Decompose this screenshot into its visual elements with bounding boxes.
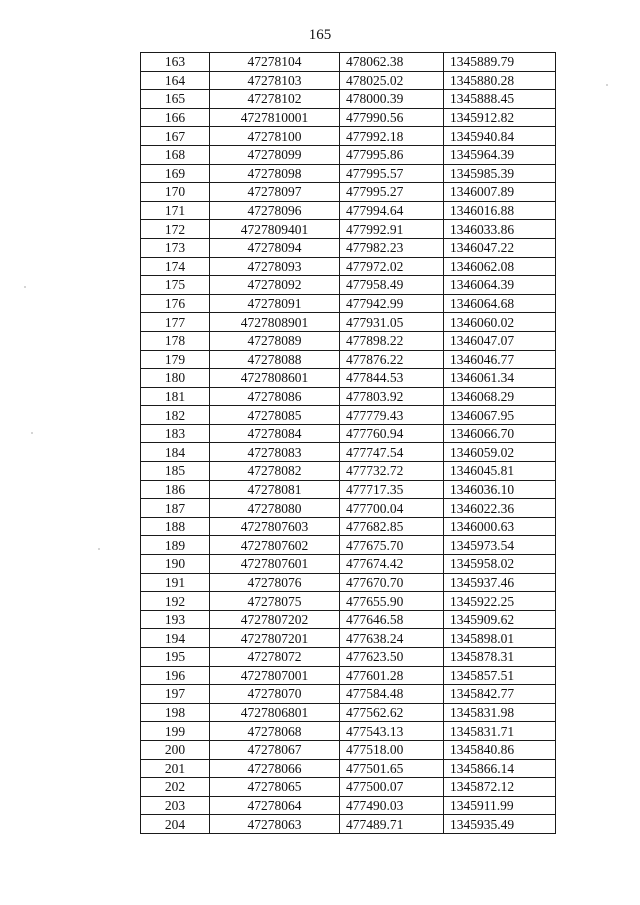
table-row xyxy=(141,424,556,443)
y-coordinate-cell: 1345958.02 xyxy=(444,555,556,574)
table-row xyxy=(141,685,556,704)
point-id-cell: 47278064 xyxy=(210,796,340,815)
table-row xyxy=(141,480,556,499)
y-coordinate-cell: 1345878.31 xyxy=(444,648,556,667)
point-number-cell: 173 xyxy=(141,238,210,257)
y-coordinate-cell: 1345935.49 xyxy=(444,815,556,834)
point-number-cell: 172 xyxy=(141,220,210,239)
x-coordinate-cell: 477601.28 xyxy=(340,666,444,685)
y-coordinate-cell: 1345964.39 xyxy=(444,145,556,164)
table-row xyxy=(141,145,556,164)
point-number-cell: 175 xyxy=(141,276,210,295)
table-row xyxy=(141,387,556,406)
point-id-cell: 47278066 xyxy=(210,759,340,778)
point-id-cell: 4727810001 xyxy=(210,108,340,127)
x-coordinate-cell: 477732.72 xyxy=(340,462,444,481)
point-id-cell: 47278093 xyxy=(210,257,340,276)
y-coordinate-cell: 1346068.29 xyxy=(444,387,556,406)
y-coordinate-cell: 1346062.08 xyxy=(444,257,556,276)
table-row xyxy=(141,778,556,797)
point-number-cell: 204 xyxy=(141,815,210,834)
x-coordinate-cell: 477992.18 xyxy=(340,127,444,146)
point-number-cell: 167 xyxy=(141,127,210,146)
x-coordinate-cell: 477994.64 xyxy=(340,201,444,220)
table-row xyxy=(141,555,556,574)
x-coordinate-cell: 477489.71 xyxy=(340,815,444,834)
point-number-cell: 178 xyxy=(141,331,210,350)
y-coordinate-cell: 1346022.36 xyxy=(444,499,556,518)
x-coordinate-cell: 477584.48 xyxy=(340,685,444,704)
x-coordinate-cell: 477995.27 xyxy=(340,183,444,202)
point-id-cell: 47278103 xyxy=(210,71,340,90)
table-row xyxy=(141,517,556,536)
y-coordinate-cell: 1345922.25 xyxy=(444,592,556,611)
y-coordinate-cell: 1346045.81 xyxy=(444,462,556,481)
point-number-cell: 185 xyxy=(141,462,210,481)
point-number-cell: 177 xyxy=(141,313,210,332)
y-coordinate-cell: 1346046.77 xyxy=(444,350,556,369)
y-coordinate-cell: 1346016.88 xyxy=(444,201,556,220)
point-id-cell: 47278084 xyxy=(210,424,340,443)
point-number-cell: 166 xyxy=(141,108,210,127)
y-coordinate-cell: 1346000.63 xyxy=(444,517,556,536)
y-coordinate-cell: 1345889.79 xyxy=(444,53,556,72)
x-coordinate-cell: 477931.05 xyxy=(340,313,444,332)
point-number-cell: 170 xyxy=(141,183,210,202)
point-id-cell: 47278065 xyxy=(210,778,340,797)
x-coordinate-cell: 477646.58 xyxy=(340,610,444,629)
y-coordinate-cell: 1346064.68 xyxy=(444,294,556,313)
table-row xyxy=(141,740,556,759)
point-id-cell: 4727807201 xyxy=(210,629,340,648)
y-coordinate-cell: 1345985.39 xyxy=(444,164,556,183)
table-row xyxy=(141,759,556,778)
point-number-cell: 186 xyxy=(141,480,210,499)
y-coordinate-cell: 1346064.39 xyxy=(444,276,556,295)
table-row xyxy=(141,238,556,257)
x-coordinate-cell: 477760.94 xyxy=(340,424,444,443)
point-id-cell: 47278070 xyxy=(210,685,340,704)
table-row xyxy=(141,313,556,332)
table-row xyxy=(141,406,556,425)
y-coordinate-cell: 1346061.34 xyxy=(444,369,556,388)
x-coordinate-cell: 477995.86 xyxy=(340,145,444,164)
x-coordinate-cell: 477972.02 xyxy=(340,257,444,276)
y-coordinate-cell: 1346047.07 xyxy=(444,331,556,350)
point-id-cell: 47278081 xyxy=(210,480,340,499)
table-row xyxy=(141,499,556,518)
point-number-cell: 196 xyxy=(141,666,210,685)
table-row xyxy=(141,443,556,462)
y-coordinate-cell: 1346033.86 xyxy=(444,220,556,239)
point-id-cell: 47278097 xyxy=(210,183,340,202)
y-coordinate-cell: 1345880.28 xyxy=(444,71,556,90)
point-number-cell: 200 xyxy=(141,740,210,759)
x-coordinate-cell: 477638.24 xyxy=(340,629,444,648)
y-coordinate-cell: 1345872.12 xyxy=(444,778,556,797)
table-row xyxy=(141,666,556,685)
x-coordinate-cell: 477803.92 xyxy=(340,387,444,406)
x-coordinate-cell: 477876.22 xyxy=(340,350,444,369)
x-coordinate-cell: 477501.65 xyxy=(340,759,444,778)
y-coordinate-cell: 1346067.95 xyxy=(444,406,556,425)
point-number-cell: 169 xyxy=(141,164,210,183)
coordinates-table xyxy=(140,52,556,834)
table-row xyxy=(141,276,556,295)
point-number-cell: 197 xyxy=(141,685,210,704)
y-coordinate-cell: 1345973.54 xyxy=(444,536,556,555)
point-number-cell: 188 xyxy=(141,517,210,536)
point-id-cell: 47278083 xyxy=(210,443,340,462)
x-coordinate-cell: 477990.56 xyxy=(340,108,444,127)
x-coordinate-cell: 477675.70 xyxy=(340,536,444,555)
point-id-cell: 4727808901 xyxy=(210,313,340,332)
table-row xyxy=(141,722,556,741)
x-coordinate-cell: 477747.54 xyxy=(340,443,444,462)
point-number-cell: 201 xyxy=(141,759,210,778)
y-coordinate-cell: 1346066.70 xyxy=(444,424,556,443)
y-coordinate-cell: 1346007.89 xyxy=(444,183,556,202)
x-coordinate-cell: 477623.50 xyxy=(340,648,444,667)
point-id-cell: 4727807601 xyxy=(210,555,340,574)
table-row xyxy=(141,462,556,481)
table-row xyxy=(141,536,556,555)
table-row xyxy=(141,201,556,220)
x-coordinate-cell: 477942.99 xyxy=(340,294,444,313)
point-number-cell: 192 xyxy=(141,592,210,611)
y-coordinate-cell: 1346060.02 xyxy=(444,313,556,332)
table-row xyxy=(141,573,556,592)
table-row xyxy=(141,183,556,202)
point-number-cell: 168 xyxy=(141,145,210,164)
point-id-cell: 4727808601 xyxy=(210,369,340,388)
point-id-cell: 47278075 xyxy=(210,592,340,611)
table-row xyxy=(141,71,556,90)
y-coordinate-cell: 1345909.62 xyxy=(444,610,556,629)
x-coordinate-cell: 477717.35 xyxy=(340,480,444,499)
scan-speck xyxy=(31,432,33,434)
point-number-cell: 165 xyxy=(141,90,210,109)
point-id-cell: 47278104 xyxy=(210,53,340,72)
coordinates-table-body xyxy=(141,53,556,834)
point-id-cell: 47278091 xyxy=(210,294,340,313)
table-row xyxy=(141,796,556,815)
table-row xyxy=(141,90,556,109)
point-id-cell: 47278085 xyxy=(210,406,340,425)
x-coordinate-cell: 477543.13 xyxy=(340,722,444,741)
point-number-cell: 191 xyxy=(141,573,210,592)
point-number-cell: 187 xyxy=(141,499,210,518)
x-coordinate-cell: 478000.39 xyxy=(340,90,444,109)
table-row xyxy=(141,294,556,313)
point-id-cell: 4727807202 xyxy=(210,610,340,629)
x-coordinate-cell: 477500.07 xyxy=(340,778,444,797)
point-id-cell: 47278089 xyxy=(210,331,340,350)
point-number-cell: 203 xyxy=(141,796,210,815)
table-row xyxy=(141,257,556,276)
point-id-cell: 47278098 xyxy=(210,164,340,183)
point-id-cell: 47278067 xyxy=(210,740,340,759)
y-coordinate-cell: 1345866.14 xyxy=(444,759,556,778)
x-coordinate-cell: 477655.90 xyxy=(340,592,444,611)
point-number-cell: 194 xyxy=(141,629,210,648)
scan-speck xyxy=(24,286,26,288)
x-coordinate-cell: 477682.85 xyxy=(340,517,444,536)
table-row xyxy=(141,369,556,388)
point-number-cell: 189 xyxy=(141,536,210,555)
x-coordinate-cell: 477958.49 xyxy=(340,276,444,295)
x-coordinate-cell: 477898.22 xyxy=(340,331,444,350)
point-id-cell: 47278102 xyxy=(210,90,340,109)
x-coordinate-cell: 477844.53 xyxy=(340,369,444,388)
point-number-cell: 184 xyxy=(141,443,210,462)
x-coordinate-cell: 477562.62 xyxy=(340,703,444,722)
table-row xyxy=(141,610,556,629)
y-coordinate-cell: 1346059.02 xyxy=(444,443,556,462)
y-coordinate-cell: 1345912.82 xyxy=(444,108,556,127)
point-id-cell: 47278096 xyxy=(210,201,340,220)
table-row xyxy=(141,53,556,72)
point-number-cell: 195 xyxy=(141,648,210,667)
scan-speck xyxy=(606,84,608,86)
table-row xyxy=(141,350,556,369)
point-number-cell: 198 xyxy=(141,703,210,722)
point-number-cell: 180 xyxy=(141,369,210,388)
table-row xyxy=(141,127,556,146)
y-coordinate-cell: 1345840.86 xyxy=(444,740,556,759)
y-coordinate-cell: 1345937.46 xyxy=(444,573,556,592)
x-coordinate-cell: 477490.03 xyxy=(340,796,444,815)
x-coordinate-cell: 477982.23 xyxy=(340,238,444,257)
y-coordinate-cell: 1345842.77 xyxy=(444,685,556,704)
x-coordinate-cell: 477700.04 xyxy=(340,499,444,518)
point-id-cell: 47278092 xyxy=(210,276,340,295)
point-number-cell: 174 xyxy=(141,257,210,276)
table-row xyxy=(141,815,556,834)
point-id-cell: 47278086 xyxy=(210,387,340,406)
y-coordinate-cell: 1345831.98 xyxy=(444,703,556,722)
point-number-cell: 190 xyxy=(141,555,210,574)
point-number-cell: 183 xyxy=(141,424,210,443)
point-id-cell: 47278099 xyxy=(210,145,340,164)
y-coordinate-cell: 1345857.51 xyxy=(444,666,556,685)
y-coordinate-cell: 1345888.45 xyxy=(444,90,556,109)
point-id-cell: 4727807001 xyxy=(210,666,340,685)
y-coordinate-cell: 1345940.84 xyxy=(444,127,556,146)
table-row xyxy=(141,331,556,350)
y-coordinate-cell: 1345898.01 xyxy=(444,629,556,648)
point-id-cell: 47278100 xyxy=(210,127,340,146)
point-number-cell: 163 xyxy=(141,53,210,72)
x-coordinate-cell: 478025.02 xyxy=(340,71,444,90)
table-row xyxy=(141,629,556,648)
point-id-cell: 4727809401 xyxy=(210,220,340,239)
point-id-cell: 47278063 xyxy=(210,815,340,834)
x-coordinate-cell: 477779.43 xyxy=(340,406,444,425)
scan-speck xyxy=(98,548,100,550)
table-row xyxy=(141,164,556,183)
point-id-cell: 4727807603 xyxy=(210,517,340,536)
point-id-cell: 47278072 xyxy=(210,648,340,667)
table-row xyxy=(141,703,556,722)
table-row xyxy=(141,592,556,611)
point-id-cell: 47278094 xyxy=(210,238,340,257)
point-id-cell: 47278076 xyxy=(210,573,340,592)
table-row xyxy=(141,108,556,127)
point-number-cell: 199 xyxy=(141,722,210,741)
point-id-cell: 47278080 xyxy=(210,499,340,518)
point-number-cell: 171 xyxy=(141,201,210,220)
y-coordinate-cell: 1346036.10 xyxy=(444,480,556,499)
point-number-cell: 182 xyxy=(141,406,210,425)
point-number-cell: 202 xyxy=(141,778,210,797)
y-coordinate-cell: 1345831.71 xyxy=(444,722,556,741)
x-coordinate-cell: 478062.38 xyxy=(340,53,444,72)
x-coordinate-cell: 477670.70 xyxy=(340,573,444,592)
x-coordinate-cell: 477992.91 xyxy=(340,220,444,239)
point-number-cell: 164 xyxy=(141,71,210,90)
point-id-cell: 4727807602 xyxy=(210,536,340,555)
table-row xyxy=(141,648,556,667)
x-coordinate-cell: 477674.42 xyxy=(340,555,444,574)
point-number-cell: 181 xyxy=(141,387,210,406)
y-coordinate-cell: 1345911.99 xyxy=(444,796,556,815)
point-id-cell: 4727806801 xyxy=(210,703,340,722)
table-row xyxy=(141,220,556,239)
x-coordinate-cell: 477518.00 xyxy=(340,740,444,759)
x-coordinate-cell: 477995.57 xyxy=(340,164,444,183)
page-number: 165 xyxy=(308,27,332,43)
point-id-cell: 47278082 xyxy=(210,462,340,481)
point-number-cell: 193 xyxy=(141,610,210,629)
point-number-cell: 179 xyxy=(141,350,210,369)
point-id-cell: 47278068 xyxy=(210,722,340,741)
point-number-cell: 176 xyxy=(141,294,210,313)
point-id-cell: 47278088 xyxy=(210,350,340,369)
y-coordinate-cell: 1346047.22 xyxy=(444,238,556,257)
